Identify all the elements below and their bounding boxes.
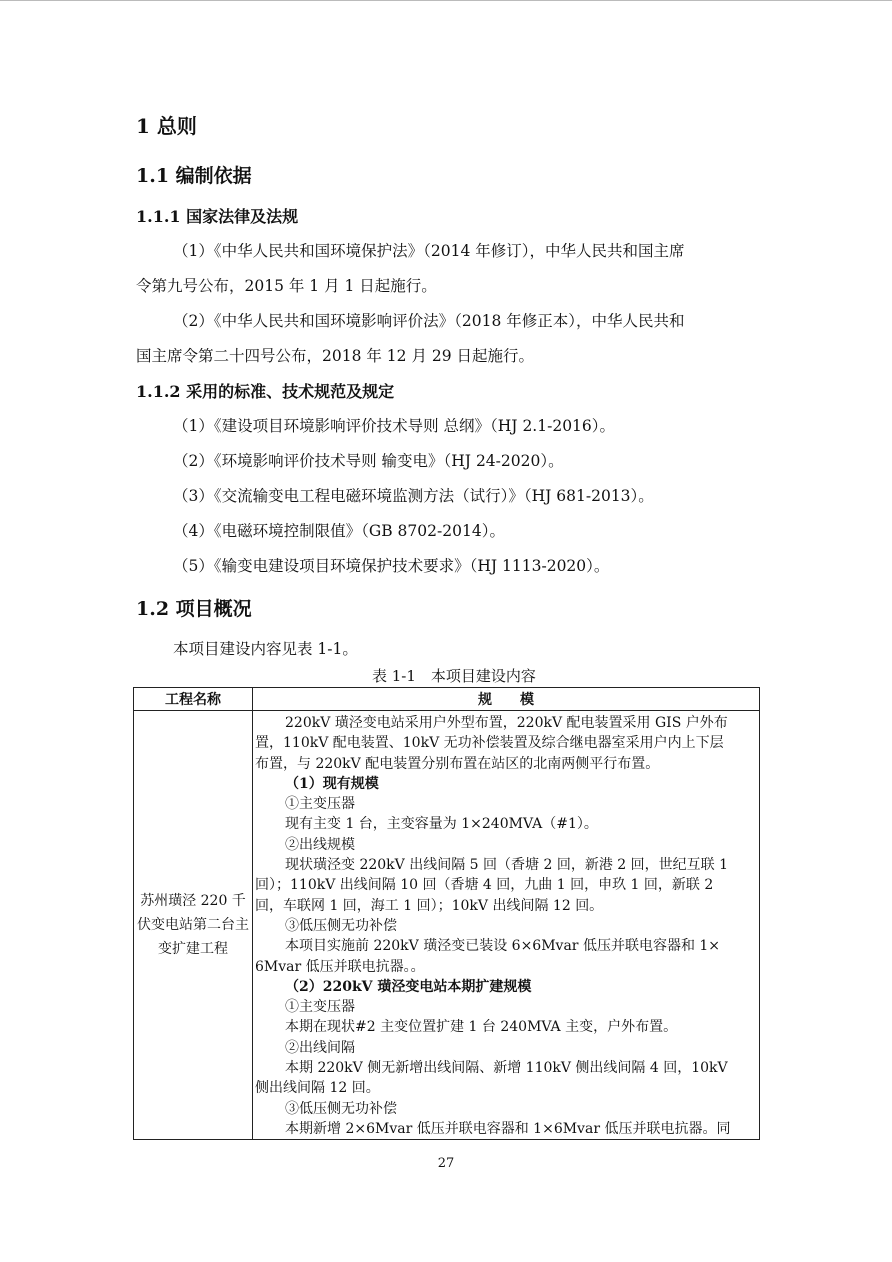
scale-line: ③低压侧无功补偿 xyxy=(285,1100,397,1117)
table-row xyxy=(134,711,760,1140)
law-1-line-2: 令第九号公布，2015 年 1 月 1 日起施行。 xyxy=(136,277,437,295)
heading-project-overview: 1.2 项目概况 xyxy=(136,598,252,620)
scale-line: ①主变压器 xyxy=(285,796,355,813)
scale-line: 侧出线间隔 12 回。 xyxy=(255,1080,380,1097)
standard-item: （2）《环境影响评价技术导则 输变电》（HJ 24-2020）。 xyxy=(173,452,564,470)
scale-line: 回，车联网 1 回，海工 1 回）；10kV 出线间隔 12 回。 xyxy=(255,897,604,914)
subheading-expansion-scale: （2）220kV 璜泾变电站本期扩建规模 xyxy=(285,978,532,995)
heading-standards: 1.1.2 采用的标准、技术规范及规定 xyxy=(136,382,395,401)
scale-line: 现有主变 1 台，主变容量为 1×240MVA（#1）。 xyxy=(285,816,598,833)
scale-line: ②出线间隔 xyxy=(285,1039,355,1056)
law-2-line-2: 国主席令第二十四号公布，2018 年 12 月 29 日起施行。 xyxy=(136,347,535,365)
scale-line: ②出线规模 xyxy=(285,836,355,853)
scale-line: 本期 220kV 侧无新增出线间隔、新增 110kV 侧出线间隔 4 回，10kV xyxy=(285,1060,728,1077)
scale-line: 置，110kV 配电装置、10kV 无功补偿装置及综合继电器室采用户内上下层 xyxy=(255,735,724,752)
heading-laws: 1.1.1 国家法律及法规 xyxy=(136,207,299,226)
subheading-existing-scale: （1）现有规模 xyxy=(285,775,379,792)
scale-line: ①主变压器 xyxy=(285,999,355,1016)
project-name-cell: 苏州璜泾 220 千伏变电站第二台主变扩建工程 xyxy=(134,711,253,1140)
standard-item: （5）《输变电建设项目环境保护技术要求》（HJ 1113-2020）。 xyxy=(173,557,610,575)
law-2-line-1: （2）《中华人民共和国环境影响评价法》（2018 年修正本），中华人民共和 xyxy=(173,312,685,330)
scale-line: ③低压侧无功补偿 xyxy=(285,917,397,934)
page-number: 27 xyxy=(437,1156,455,1171)
scale-line: 布置，与 220kV 配电装置分别布置在站区的北南两侧平行布置。 xyxy=(255,755,660,772)
scale-cell xyxy=(253,711,760,1140)
heading-compilation-basis: 1.1 编制依据 xyxy=(136,165,252,187)
header-project-name: 工程名称 xyxy=(134,688,253,711)
standard-item: （1）《建设项目环境影响评价技术导则 总纲》（HJ 2.1-2016）。 xyxy=(173,417,616,435)
table-caption: 表 1-1 本项目建设内容 xyxy=(372,667,536,685)
standard-item: （3）《交流输变电工程电磁环境监测方法（试行）》（HJ 681-2013）。 xyxy=(173,487,654,505)
scale-line: 现状璜泾变 220kV 出线间隔 5 回（香塘 2 回，新港 2 回，世纪互联 1 xyxy=(285,857,728,874)
top-border-line xyxy=(0,0,892,1)
scale-line: 回）；110kV 出线间隔 10 回（香塘 4 回，九曲 1 回，申玖 1 回，新联 2 xyxy=(255,877,714,894)
construction-content-table xyxy=(133,687,760,1140)
law-1-line-1: （1）《中华人民共和国环境保护法》（2014 年修订），中华人民共和国主席 xyxy=(173,242,685,260)
scale-line: 本期在现状#2 主变位置扩建 1 台 240MVA 主变，户外布置。 xyxy=(285,1019,678,1036)
heading-general: 1 总则 xyxy=(136,114,197,138)
intro-text: 本项目建设内容见表 1-1。 xyxy=(173,640,358,658)
table-header-row xyxy=(134,688,760,711)
standard-item: （4）《电磁环境控制限值》（GB 8702-2014）。 xyxy=(173,522,505,540)
scale-line: 本期新增 2×6Mvar 低压并联电容器和 1×6Mvar 低压并联电抗器。同 xyxy=(285,1120,731,1137)
scale-line: 220kV 璜泾变电站采用户外型布置，220kV 配电装置采用 GIS 户外布 xyxy=(285,715,728,731)
header-scale: 规 模 xyxy=(253,688,760,711)
scale-line: 本项目实施前 220kV 璜泾变已装设 6×6Mvar 低压并联电容器和 1× xyxy=(285,938,721,955)
scale-line: 6Mvar 低压并联电抗器。。 xyxy=(255,958,425,975)
